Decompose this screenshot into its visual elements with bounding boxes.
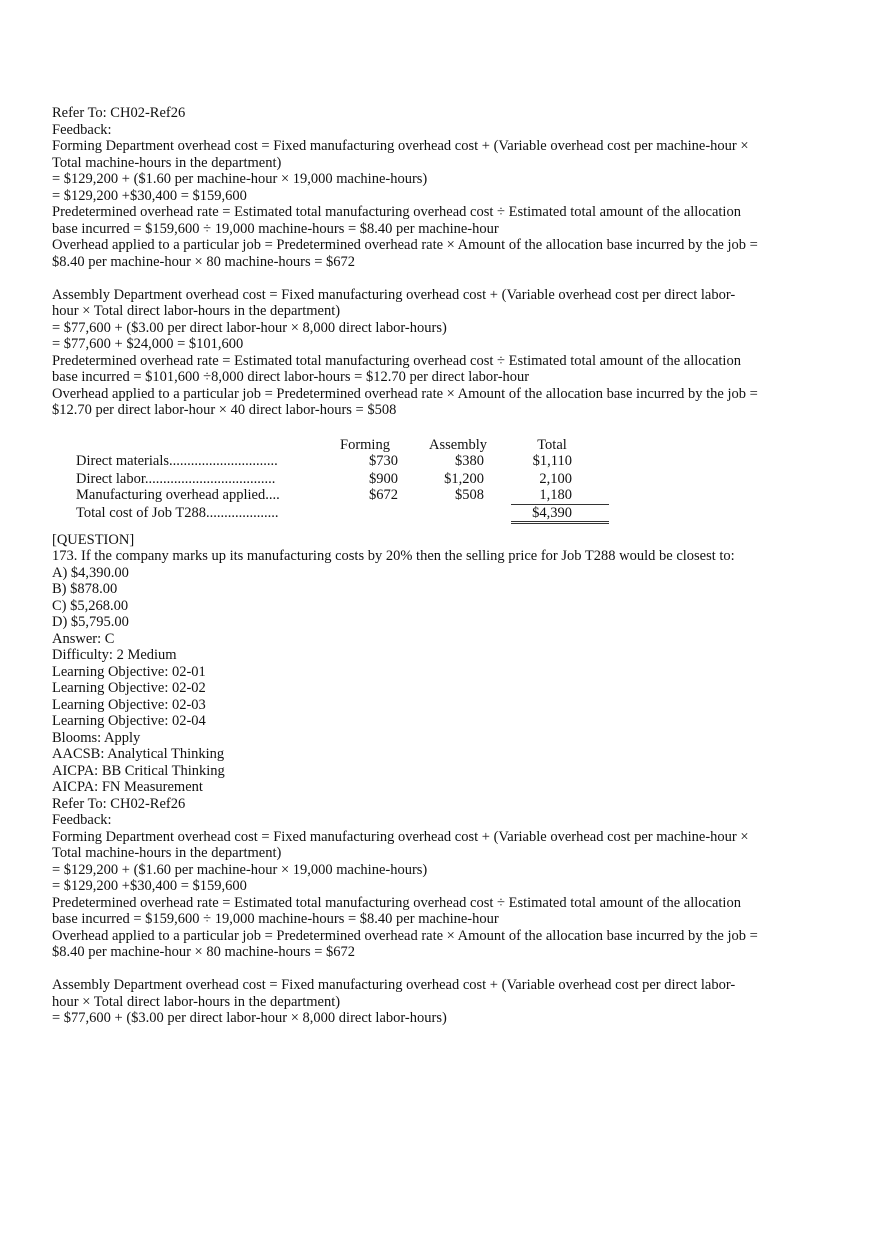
forming-rate-line-1: Predetermined overhead rate = Estimated total manufacturing overhead cost ÷ Estimated total amount of the allocation [52,204,741,220]
table-cell: 1,180 [539,486,572,503]
table-cell: $1,200 [444,470,484,487]
forming-rate-line-1: Predetermined overhead rate = Estimated total manufacturing overhead cost ÷ Estimated total amount of the allocation [52,894,741,911]
learning-objective: Learning Objective: 02-03 [52,696,206,713]
question-text: 173. If the company marks up its manufacturing costs by 20% then the selling price for Job T288 would be closest to: [52,548,735,564]
option-a: A) $4,390.00 [52,564,129,581]
aacsb: AACSB: Analytical Thinking [52,746,225,762]
answer: Answer: C [52,630,115,647]
forming-overhead-line-4: = $129,200 +$30,400 = $159,600 [52,878,247,894]
forming-overhead-line-4: = $129,200 +$30,400 = $159,600 [52,187,247,204]
table-header-forming: Forming [340,436,390,453]
forming-overhead-line-3: = $129,200 + ($1.60 per machine-hour × 19,000 machine-hours) [52,861,428,878]
assembly-applied-line-1: Overhead applied to a particular job = Predetermined overhead rate × Amount of the allocation base incurred by the job = [52,385,758,402]
table-row-label: Direct labor.................................... [76,470,276,487]
table-cell: 2,100 [539,470,572,487]
forming-rate-line-2: base incurred = $159,600 ÷ 19,000 machine-hours = $8.40 per machine-hour [52,220,499,237]
feedback-label: Feedback: [52,812,112,828]
assembly-applied-line-2: $12.70 per direct labor-hour × 40 direct labor-hours = $508 [52,402,397,418]
forming-applied-line-1: Overhead applied to a particular job = Predetermined overhead rate × Amount of the allocation base incurred by the job = [52,927,758,944]
learning-objective: Learning Objective: 02-02 [52,680,206,696]
difficulty: Difficulty: 2 Medium [52,647,177,663]
forming-overhead-line-2: Total machine-hours in the department) [52,845,282,861]
feedback-label: Feedback: [52,121,112,138]
forming-overhead-line-1: Forming Department overhead cost = Fixed manufacturing overhead cost + (Variable overhead cost per machine-hour × [52,138,749,154]
table-row-label: Total cost of Job T288.................... [76,504,279,521]
option-c: C) $5,268.00 [52,597,129,614]
forming-applied-line-2: $8.40 per machine-hour × 80 machine-hours = $672 [52,253,356,270]
total-double-rule-2 [511,523,609,524]
learning-objective: Learning Objective: 02-04 [52,713,206,729]
aicpa-measurement: AICPA: FN Measurement [52,779,203,795]
table-header-assembly: Assembly [429,436,487,453]
table-cell: $1,110 [532,452,572,469]
assembly-overhead-line-2: hour × Total direct labor-hours in the department) [52,303,341,319]
table-row-label: Manufacturing overhead applied.... [76,486,280,503]
forming-overhead-line-1: Forming Department overhead cost = Fixed manufacturing overhead cost + (Variable overhead cost per machine-hour × [52,828,749,845]
blooms: Blooms: Apply [52,729,141,746]
forming-overhead-line-2: Total machine-hours in the department) [52,154,282,171]
table-cell: $900 [369,470,398,487]
table-row-label: Direct materials.............................. [76,452,278,469]
assembly-overhead-line-2: hour × Total direct labor-hours in the department) [52,993,341,1010]
job-cost-table [52,427,762,532]
assembly-rate-line-2: base incurred = $101,600 ÷8,000 direct labor-hours = $12.70 per direct labor-hour [52,369,530,385]
forming-applied-line-1: Overhead applied to a particular job = Predetermined overhead rate × Amount of the allocation base incurred by the job = [52,237,758,253]
table-cell: $4,390 [532,504,572,521]
refer-to: Refer To: CH02-Ref26 [52,795,186,812]
table-header-total: Total [537,436,567,453]
assembly-overhead-line-1: Assembly Department overhead cost = Fixed manufacturing overhead cost + (Variable overhead cost per direct labor- [52,286,736,303]
learning-objective: Learning Objective: 02-01 [52,663,206,680]
assembly-overhead-line-3: = $77,600 + ($3.00 per direct labor-hour × 8,000 direct labor-hours) [52,1010,447,1026]
refer-to: Refer To: CH02-Ref26 [52,105,186,121]
total-double-rule-1 [511,521,609,522]
assembly-overhead-line-3: = $77,600 + ($3.00 per direct labor-hour × 8,000 direct labor-hours) [52,319,447,336]
forming-rate-line-2: base incurred = $159,600 ÷ 19,000 machine-hours = $8.40 per machine-hour [52,911,499,927]
option-b: B) $878.00 [52,581,118,597]
question-tag: [QUESTION] [52,531,135,548]
document-page [52,105,762,1027]
table-cell: $672 [369,486,398,503]
table-cell: $730 [369,452,398,469]
assembly-rate-line-1: Predetermined overhead rate = Estimated total manufacturing overhead cost ÷ Estimated total amount of the allocation [52,352,741,369]
assembly-overhead-line-1: Assembly Department overhead cost = Fixed manufacturing overhead cost + (Variable overhead cost per direct labor- [52,977,736,993]
forming-applied-line-2: $8.40 per machine-hour × 80 machine-hours = $672 [52,944,356,960]
forming-overhead-line-3: = $129,200 + ($1.60 per machine-hour × 19,000 machine-hours) [52,171,428,187]
assembly-overhead-line-4: = $77,600 + $24,000 = $101,600 [52,336,244,352]
aicpa-critical-thinking: AICPA: BB Critical Thinking [52,762,225,779]
option-d: D) $5,795.00 [52,614,129,630]
table-cell: $380 [455,452,484,469]
table-cell: $508 [455,486,484,503]
